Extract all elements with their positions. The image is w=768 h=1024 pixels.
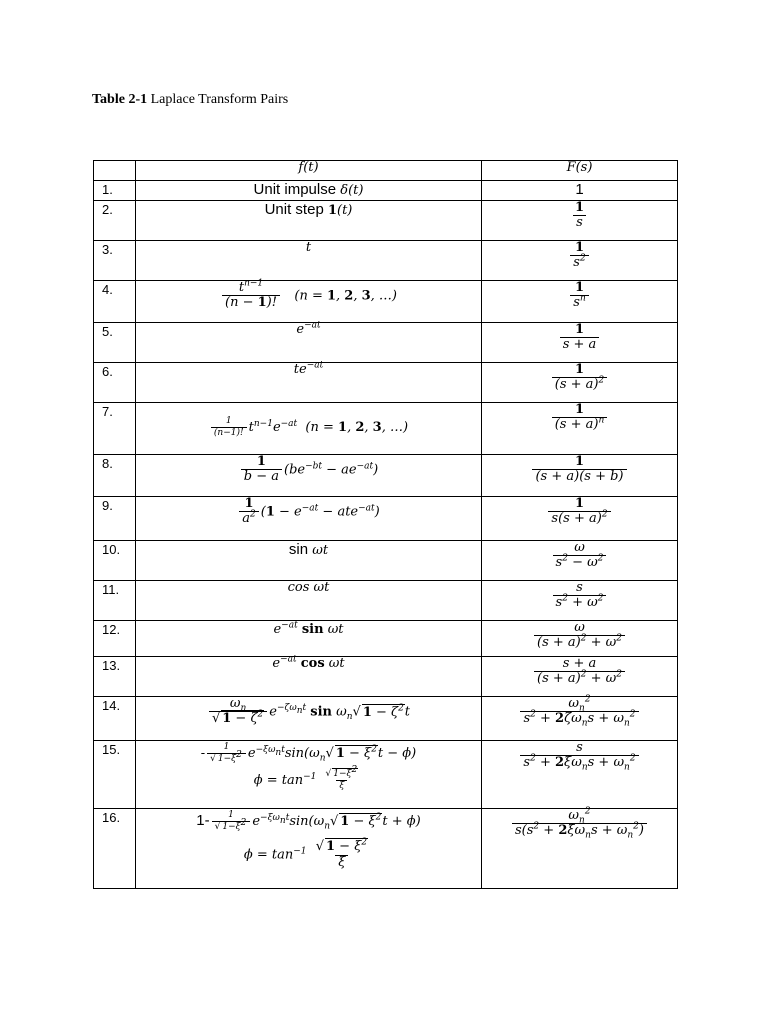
Fs-cell xyxy=(482,694,678,741)
Fs-cell xyxy=(482,241,678,281)
row-number: 10. xyxy=(94,541,136,581)
Fs-cell xyxy=(482,657,678,697)
Fs-formula: $\frac{1}{s + a}$ xyxy=(560,323,600,353)
Fs-formula: $\frac{1}{(s + a)^n}$ xyxy=(552,403,608,433)
ft-cell xyxy=(136,320,482,363)
ft-cell xyxy=(136,241,482,281)
table-row xyxy=(94,363,678,403)
ft-formula: $e^{-at}$ sin ωt xyxy=(273,620,344,637)
ft-cell xyxy=(136,201,482,241)
Fs-formula: $\frac{1}{(s + a)(s + b)}$ xyxy=(532,455,626,485)
ft-cell xyxy=(136,697,482,741)
Fs-cell xyxy=(482,201,678,241)
row-number: 1. xyxy=(94,181,136,201)
table-row xyxy=(94,455,678,497)
row-number: 14. xyxy=(94,697,136,741)
table-header-row xyxy=(94,161,678,181)
ft-formula: $\frac{1}{a^2}$ $(1 - e^{-at} - ate^{-at})$ xyxy=(237,497,379,527)
ft-formula: - $\frac{1}{√ 1-\xi^2}$ $e^{-\xi\omega_nt}\sin(\omega_n√$ $1 - \xi^2t - \phi$) xyxy=(200,742,417,764)
ft-formula: $\frac{1}{(n-1)!}$ $t^{n-1}e^{-at}$ (n = 1, 2, 3, …) xyxy=(209,417,408,438)
Fs-cell xyxy=(482,363,678,403)
table-row xyxy=(94,281,678,323)
Fs-formula: $\frac{\omega_n^2}{s^2 + 2\zeta\omega_ns + \omega_n^2}$ xyxy=(520,697,638,727)
ft-formula: $e^{-at}$ xyxy=(296,320,321,337)
row-number: 9. xyxy=(94,497,136,541)
Fs-formula: $\frac{s + a}{(s + a)^2 + \omega^2}$ xyxy=(534,657,625,687)
table-row xyxy=(94,241,678,281)
Fs-cell xyxy=(482,497,678,541)
ft-cell xyxy=(136,497,482,541)
row-number: 12. xyxy=(94,621,136,657)
phase-formula: $\phi = \tan^{-1}$ $\frac{√ 1-\xi^2}{\xi}$ xyxy=(253,765,358,792)
Fs-cell xyxy=(482,581,678,621)
Fs-formula: $\frac{s}{s^2 + \omega^2}$ xyxy=(553,581,607,611)
Fs-cell xyxy=(482,323,678,363)
Fs-formula: $\frac{\omega}{s^2 - \omega^2}$ xyxy=(553,541,607,571)
ft-cell xyxy=(136,581,482,621)
ft-formula: $te^{-at}$ xyxy=(293,360,324,377)
table-row xyxy=(94,541,678,581)
table-caption-label: Table 2-1 xyxy=(92,92,148,107)
ft-cell xyxy=(136,541,482,581)
table-row xyxy=(94,403,678,455)
table-row xyxy=(94,323,678,363)
row-number: 2. xyxy=(94,201,136,241)
table-row xyxy=(94,581,678,621)
ft-cell xyxy=(136,809,482,889)
row-number: 7. xyxy=(94,403,136,455)
table-row xyxy=(94,657,678,697)
ft-formula: Unit step 1(t) xyxy=(264,201,353,218)
table-caption-title: Laplace Transform Pairs xyxy=(150,92,289,107)
row-number: 4. xyxy=(94,281,136,323)
ft-formula: 1- $\frac{1}{√ 1-\xi^2}$ $e^{-\xi\omega_nt}\sin(\omega_n√$ $1 - \xi^2t + \phi$) xyxy=(196,810,421,832)
Fs-cell xyxy=(482,455,678,497)
Fs-cell xyxy=(482,541,678,581)
Fs-cell xyxy=(482,181,678,201)
ft-cell xyxy=(136,741,482,809)
table-row xyxy=(94,621,678,657)
phase-formula: $\phi = \tan^{-1}$ $\frac{√ 1 - \xi^2}{\xi}$ xyxy=(243,837,368,870)
ft-formula: Unit impulse δ(t) xyxy=(253,181,364,198)
ft-formula: $\frac{t^{n-1}}{(n - 1)!}$ (n = 1, 2, 3, …) xyxy=(220,281,397,311)
Fs-formula: $\frac{1}{s^n}$ xyxy=(570,281,588,311)
ft-formula: cos ωt xyxy=(287,580,330,595)
table-row xyxy=(94,741,678,809)
row-number: 5. xyxy=(94,323,136,363)
header-Fs: F(s) xyxy=(566,160,593,175)
Fs-cell xyxy=(482,403,678,455)
ft-cell xyxy=(136,278,482,323)
row-number: 3. xyxy=(94,241,136,281)
ft-cell xyxy=(136,654,482,697)
row-number: 11. xyxy=(94,581,136,621)
Fs-cell xyxy=(482,281,678,323)
ft-formula: $\frac{\omega_n}{√ 1 - \zeta^2}$ $e^{-\zeta\omega_nt}$ $\sin \omega_n√$ $1 - \zeta^2t$ xyxy=(207,697,410,727)
header-num-cell xyxy=(94,161,136,181)
header-Fs-cell xyxy=(482,161,678,181)
table-row xyxy=(94,697,678,741)
row-number: 6. xyxy=(94,363,136,403)
Fs-formula: 1 xyxy=(575,181,584,198)
table-caption xyxy=(92,92,288,108)
Fs-formula: $\frac{1}{s(s + a)^2}$ xyxy=(548,497,610,527)
table-row xyxy=(94,497,678,541)
Fs-cell xyxy=(482,741,678,809)
Fs-formula: $\frac{\omega}{(s + a)^2 + \omega^2}$ xyxy=(534,621,625,651)
Fs-formula: $\frac{1}{s^2}$ xyxy=(570,241,588,271)
ft-cell xyxy=(136,621,482,657)
row-number: 16. xyxy=(94,809,136,889)
ft-formula: t xyxy=(305,240,312,255)
ft-cell xyxy=(136,360,482,403)
table-row xyxy=(94,809,678,889)
laplace-transform-table xyxy=(93,160,678,889)
ft-formula: $\frac{1}{b - a}$ $(be^{-bt} - ae^{-at})$ xyxy=(239,455,378,485)
row-number: 8. xyxy=(94,455,136,497)
table-row xyxy=(94,201,678,241)
Fs-cell xyxy=(482,621,678,657)
Fs-formula: $\frac{\omega_n^2}{s(s^2 + 2\xi\omega_ns + \omega_n^2)}$ xyxy=(512,809,647,839)
Fs-formula: $\frac{1}{s}$ xyxy=(574,200,585,231)
table-row xyxy=(94,181,678,201)
Fs-formula: $\frac{1}{(s + a)^2}$ xyxy=(552,363,607,393)
row-number: 13. xyxy=(94,657,136,697)
Fs-formula: $\frac{s}{s^2 + 2\xi\omega_ns + \omega_n^2}$ xyxy=(520,741,638,771)
Fs-cell xyxy=(482,806,678,889)
ft-formula: $e^{-at}$ cos ωt xyxy=(272,654,345,671)
ft-formula: sin ωt xyxy=(288,541,329,558)
row-number: 15. xyxy=(94,741,136,809)
ft-cell xyxy=(136,181,482,201)
header-ft: f(t) xyxy=(298,160,319,175)
header-ft-cell xyxy=(136,161,482,181)
ft-cell xyxy=(136,403,482,455)
ft-cell xyxy=(136,455,482,497)
